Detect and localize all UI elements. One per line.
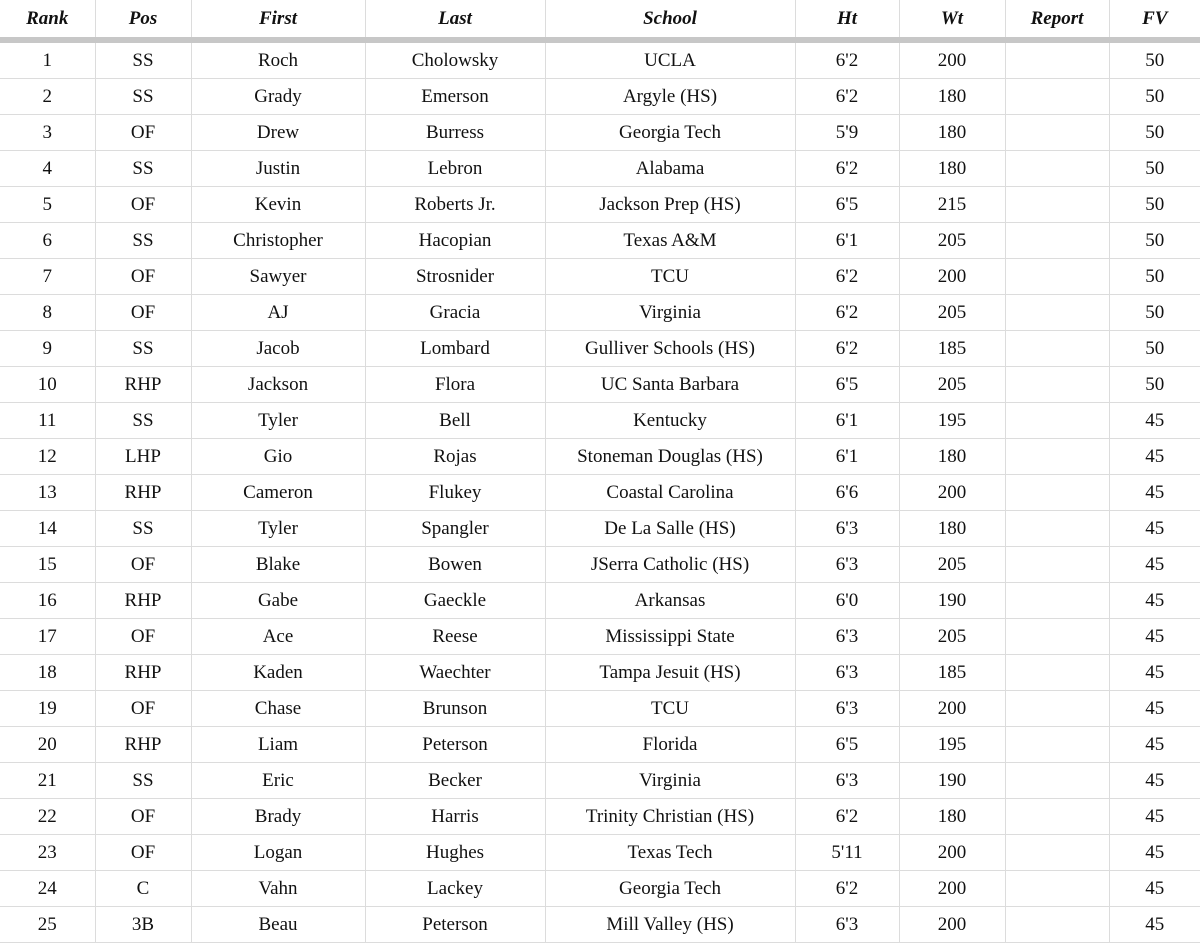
cell-report <box>1005 115 1109 151</box>
cell-report <box>1005 655 1109 691</box>
cell-ht: 6'2 <box>795 799 899 835</box>
cell-report <box>1005 331 1109 367</box>
cell-ht: 6'2 <box>795 331 899 367</box>
cell-wt: 205 <box>899 295 1005 331</box>
cell-last: Roberts Jr. <box>365 187 545 223</box>
cell-report <box>1005 259 1109 295</box>
cell-ht: 6'3 <box>795 763 899 799</box>
cell-last: Peterson <box>365 727 545 763</box>
cell-last: Lackey <box>365 871 545 907</box>
cell-wt: 180 <box>899 799 1005 835</box>
cell-fv: 45 <box>1109 439 1200 475</box>
cell-school: Kentucky <box>545 403 795 439</box>
cell-fv: 50 <box>1109 367 1200 403</box>
cell-ht: 6'2 <box>795 295 899 331</box>
cell-last: Burress <box>365 115 545 151</box>
cell-school: De La Salle (HS) <box>545 511 795 547</box>
cell-first: Roch <box>191 40 365 79</box>
cell-school: Coastal Carolina <box>545 475 795 511</box>
cell-ht: 6'3 <box>795 619 899 655</box>
cell-ht: 6'1 <box>795 403 899 439</box>
cell-ht: 6'0 <box>795 583 899 619</box>
cell-rank: 9 <box>0 331 95 367</box>
cell-wt: 200 <box>899 259 1005 295</box>
cell-wt: 205 <box>899 547 1005 583</box>
table-row <box>0 763 1200 799</box>
cell-school: Texas A&M <box>545 223 795 259</box>
cell-pos: OF <box>95 259 191 295</box>
cell-last: Lombard <box>365 331 545 367</box>
cell-pos: SS <box>95 79 191 115</box>
cell-report <box>1005 619 1109 655</box>
cell-ht: 6'2 <box>795 40 899 79</box>
column-header-pos: Pos <box>95 0 191 40</box>
cell-wt: 200 <box>899 475 1005 511</box>
cell-fv: 45 <box>1109 511 1200 547</box>
cell-wt: 180 <box>899 151 1005 187</box>
cell-pos: OF <box>95 547 191 583</box>
column-header-wt: Wt <box>899 0 1005 40</box>
cell-wt: 200 <box>899 871 1005 907</box>
cell-first: Kaden <box>191 655 365 691</box>
cell-first: Justin <box>191 151 365 187</box>
cell-pos: SS <box>95 40 191 79</box>
cell-last: Harris <box>365 799 545 835</box>
cell-pos: SS <box>95 763 191 799</box>
cell-pos: OF <box>95 295 191 331</box>
cell-report <box>1005 583 1109 619</box>
cell-school: Texas Tech <box>545 835 795 871</box>
cell-pos: SS <box>95 403 191 439</box>
cell-last: Cholowsky <box>365 40 545 79</box>
cell-school: UC Santa Barbara <box>545 367 795 403</box>
cell-rank: 17 <box>0 619 95 655</box>
cell-report <box>1005 871 1109 907</box>
cell-fv: 45 <box>1109 907 1200 943</box>
cell-last: Bell <box>365 403 545 439</box>
cell-last: Reese <box>365 619 545 655</box>
cell-wt: 185 <box>899 655 1005 691</box>
cell-wt: 180 <box>899 115 1005 151</box>
cell-rank: 13 <box>0 475 95 511</box>
cell-rank: 10 <box>0 367 95 403</box>
cell-last: Waechter <box>365 655 545 691</box>
cell-report <box>1005 835 1109 871</box>
cell-fv: 45 <box>1109 835 1200 871</box>
cell-first: Drew <box>191 115 365 151</box>
cell-fv: 45 <box>1109 403 1200 439</box>
cell-report <box>1005 475 1109 511</box>
cell-last: Bowen <box>365 547 545 583</box>
table-row <box>0 439 1200 475</box>
cell-wt: 180 <box>899 511 1005 547</box>
cell-report <box>1005 187 1109 223</box>
cell-report <box>1005 367 1109 403</box>
cell-last: Strosnider <box>365 259 545 295</box>
cell-first: Brady <box>191 799 365 835</box>
cell-ht: 6'1 <box>795 223 899 259</box>
table-body <box>0 40 1200 943</box>
table-row <box>0 79 1200 115</box>
cell-school: Georgia Tech <box>545 871 795 907</box>
cell-school: Arkansas <box>545 583 795 619</box>
cell-rank: 11 <box>0 403 95 439</box>
cell-fv: 45 <box>1109 799 1200 835</box>
cell-fv: 50 <box>1109 295 1200 331</box>
cell-last: Becker <box>365 763 545 799</box>
cell-pos: C <box>95 871 191 907</box>
cell-rank: 1 <box>0 40 95 79</box>
cell-pos: SS <box>95 511 191 547</box>
cell-first: Grady <box>191 79 365 115</box>
cell-rank: 8 <box>0 295 95 331</box>
cell-pos: LHP <box>95 439 191 475</box>
cell-school: Mississippi State <box>545 619 795 655</box>
cell-pos: 3B <box>95 907 191 943</box>
cell-school: Tampa Jesuit (HS) <box>545 655 795 691</box>
table-row <box>0 835 1200 871</box>
cell-report <box>1005 799 1109 835</box>
cell-report <box>1005 511 1109 547</box>
cell-rank: 22 <box>0 799 95 835</box>
cell-rank: 20 <box>0 727 95 763</box>
cell-wt: 185 <box>899 331 1005 367</box>
table-row <box>0 691 1200 727</box>
cell-rank: 5 <box>0 187 95 223</box>
table-row <box>0 547 1200 583</box>
cell-pos: OF <box>95 799 191 835</box>
cell-last: Brunson <box>365 691 545 727</box>
cell-pos: OF <box>95 115 191 151</box>
cell-first: AJ <box>191 295 365 331</box>
cell-ht: 6'1 <box>795 439 899 475</box>
cell-fv: 45 <box>1109 871 1200 907</box>
column-header-school: School <box>545 0 795 40</box>
cell-first: Jacob <box>191 331 365 367</box>
cell-school: TCU <box>545 691 795 727</box>
cell-rank: 19 <box>0 691 95 727</box>
cell-ht: 6'3 <box>795 907 899 943</box>
cell-pos: RHP <box>95 727 191 763</box>
cell-first: Blake <box>191 547 365 583</box>
cell-first: Christopher <box>191 223 365 259</box>
cell-wt: 180 <box>899 439 1005 475</box>
table-row <box>0 799 1200 835</box>
cell-report <box>1005 691 1109 727</box>
cell-fv: 50 <box>1109 223 1200 259</box>
cell-fv: 50 <box>1109 331 1200 367</box>
cell-fv: 45 <box>1109 619 1200 655</box>
cell-fv: 50 <box>1109 187 1200 223</box>
cell-first: Vahn <box>191 871 365 907</box>
cell-fv: 45 <box>1109 727 1200 763</box>
cell-fv: 45 <box>1109 475 1200 511</box>
cell-fv: 50 <box>1109 79 1200 115</box>
cell-wt: 200 <box>899 907 1005 943</box>
cell-wt: 200 <box>899 40 1005 79</box>
cell-school: Virginia <box>545 295 795 331</box>
cell-report <box>1005 223 1109 259</box>
cell-wt: 200 <box>899 835 1005 871</box>
cell-wt: 195 <box>899 727 1005 763</box>
cell-last: Hughes <box>365 835 545 871</box>
cell-report <box>1005 403 1109 439</box>
cell-last: Lebron <box>365 151 545 187</box>
column-header-fv: FV <box>1109 0 1200 40</box>
cell-fv: 45 <box>1109 583 1200 619</box>
cell-wt: 205 <box>899 367 1005 403</box>
cell-rank: 4 <box>0 151 95 187</box>
cell-school: Florida <box>545 727 795 763</box>
cell-first: Tyler <box>191 511 365 547</box>
cell-report <box>1005 763 1109 799</box>
cell-first: Liam <box>191 727 365 763</box>
cell-ht: 6'3 <box>795 511 899 547</box>
cell-first: Cameron <box>191 475 365 511</box>
cell-fv: 45 <box>1109 763 1200 799</box>
cell-pos: RHP <box>95 475 191 511</box>
cell-rank: 2 <box>0 79 95 115</box>
cell-rank: 18 <box>0 655 95 691</box>
cell-school: Georgia Tech <box>545 115 795 151</box>
cell-ht: 6'3 <box>795 547 899 583</box>
cell-pos: SS <box>95 151 191 187</box>
cell-fv: 45 <box>1109 655 1200 691</box>
cell-school: Trinity Christian (HS) <box>545 799 795 835</box>
cell-rank: 23 <box>0 835 95 871</box>
table-row <box>0 367 1200 403</box>
table-row <box>0 403 1200 439</box>
cell-report <box>1005 79 1109 115</box>
column-header-rank: Rank <box>0 0 95 40</box>
cell-last: Gaeckle <box>365 583 545 619</box>
cell-school: Stoneman Douglas (HS) <box>545 439 795 475</box>
column-header-last: Last <box>365 0 545 40</box>
cell-ht: 6'5 <box>795 727 899 763</box>
cell-school: UCLA <box>545 40 795 79</box>
cell-first: Beau <box>191 907 365 943</box>
table-row <box>0 187 1200 223</box>
cell-first: Logan <box>191 835 365 871</box>
cell-last: Spangler <box>365 511 545 547</box>
cell-ht: 6'2 <box>795 871 899 907</box>
cell-rank: 6 <box>0 223 95 259</box>
cell-ht: 6'2 <box>795 259 899 295</box>
cell-ht: 6'5 <box>795 187 899 223</box>
table-row <box>0 259 1200 295</box>
cell-wt: 180 <box>899 79 1005 115</box>
cell-ht: 6'3 <box>795 655 899 691</box>
cell-wt: 195 <box>899 403 1005 439</box>
cell-ht: 6'3 <box>795 691 899 727</box>
cell-first: Chase <box>191 691 365 727</box>
table-row <box>0 151 1200 187</box>
cell-last: Gracia <box>365 295 545 331</box>
cell-fv: 50 <box>1109 115 1200 151</box>
cell-first: Ace <box>191 619 365 655</box>
cell-first: Gabe <box>191 583 365 619</box>
table-row <box>0 655 1200 691</box>
cell-fv: 45 <box>1109 547 1200 583</box>
cell-rank: 7 <box>0 259 95 295</box>
cell-rank: 16 <box>0 583 95 619</box>
cell-rank: 14 <box>0 511 95 547</box>
cell-fv: 50 <box>1109 40 1200 79</box>
cell-ht: 6'6 <box>795 475 899 511</box>
cell-pos: SS <box>95 331 191 367</box>
cell-report <box>1005 727 1109 763</box>
cell-first: Gio <box>191 439 365 475</box>
cell-report <box>1005 295 1109 331</box>
table-row <box>0 115 1200 151</box>
column-header-ht: Ht <box>795 0 899 40</box>
cell-ht: 6'5 <box>795 367 899 403</box>
cell-report <box>1005 439 1109 475</box>
column-header-first: First <box>191 0 365 40</box>
table-row <box>0 475 1200 511</box>
table-row <box>0 619 1200 655</box>
cell-pos: OF <box>95 187 191 223</box>
cell-first: Eric <box>191 763 365 799</box>
cell-pos: SS <box>95 223 191 259</box>
cell-rank: 12 <box>0 439 95 475</box>
cell-wt: 215 <box>899 187 1005 223</box>
table-row <box>0 583 1200 619</box>
cell-last: Flora <box>365 367 545 403</box>
cell-fv: 45 <box>1109 691 1200 727</box>
cell-rank: 24 <box>0 871 95 907</box>
table-row <box>0 331 1200 367</box>
cell-rank: 15 <box>0 547 95 583</box>
cell-last: Hacopian <box>365 223 545 259</box>
cell-school: Argyle (HS) <box>545 79 795 115</box>
cell-fv: 50 <box>1109 151 1200 187</box>
cell-wt: 205 <box>899 619 1005 655</box>
cell-report <box>1005 907 1109 943</box>
cell-last: Rojas <box>365 439 545 475</box>
cell-wt: 190 <box>899 763 1005 799</box>
cell-ht: 6'2 <box>795 79 899 115</box>
table-row <box>0 727 1200 763</box>
cell-wt: 200 <box>899 691 1005 727</box>
cell-school: Gulliver Schools (HS) <box>545 331 795 367</box>
cell-rank: 21 <box>0 763 95 799</box>
table-row <box>0 223 1200 259</box>
cell-pos: OF <box>95 691 191 727</box>
cell-ht: 5'11 <box>795 835 899 871</box>
table-row <box>0 511 1200 547</box>
cell-pos: OF <box>95 835 191 871</box>
cell-rank: 3 <box>0 115 95 151</box>
cell-school: JSerra Catholic (HS) <box>545 547 795 583</box>
cell-pos: RHP <box>95 655 191 691</box>
cell-rank: 25 <box>0 907 95 943</box>
cell-school: TCU <box>545 259 795 295</box>
table-row <box>0 871 1200 907</box>
cell-school: Alabama <box>545 151 795 187</box>
cell-school: Mill Valley (HS) <box>545 907 795 943</box>
cell-last: Emerson <box>365 79 545 115</box>
cell-wt: 190 <box>899 583 1005 619</box>
cell-first: Jackson <box>191 367 365 403</box>
cell-report <box>1005 547 1109 583</box>
cell-ht: 6'2 <box>795 151 899 187</box>
cell-pos: OF <box>95 619 191 655</box>
cell-fv: 50 <box>1109 259 1200 295</box>
cell-first: Kevin <box>191 187 365 223</box>
cell-last: Flukey <box>365 475 545 511</box>
header-row <box>0 0 1200 40</box>
cell-pos: RHP <box>95 367 191 403</box>
cell-school: Jackson Prep (HS) <box>545 187 795 223</box>
table-row <box>0 295 1200 331</box>
cell-first: Tyler <box>191 403 365 439</box>
cell-report <box>1005 40 1109 79</box>
table-row <box>0 907 1200 943</box>
cell-last: Peterson <box>365 907 545 943</box>
cell-first: Sawyer <box>191 259 365 295</box>
cell-report <box>1005 151 1109 187</box>
cell-ht: 5'9 <box>795 115 899 151</box>
cell-wt: 205 <box>899 223 1005 259</box>
column-header-report: Report <box>1005 0 1109 40</box>
cell-pos: RHP <box>95 583 191 619</box>
cell-school: Virginia <box>545 763 795 799</box>
table-row <box>0 40 1200 79</box>
